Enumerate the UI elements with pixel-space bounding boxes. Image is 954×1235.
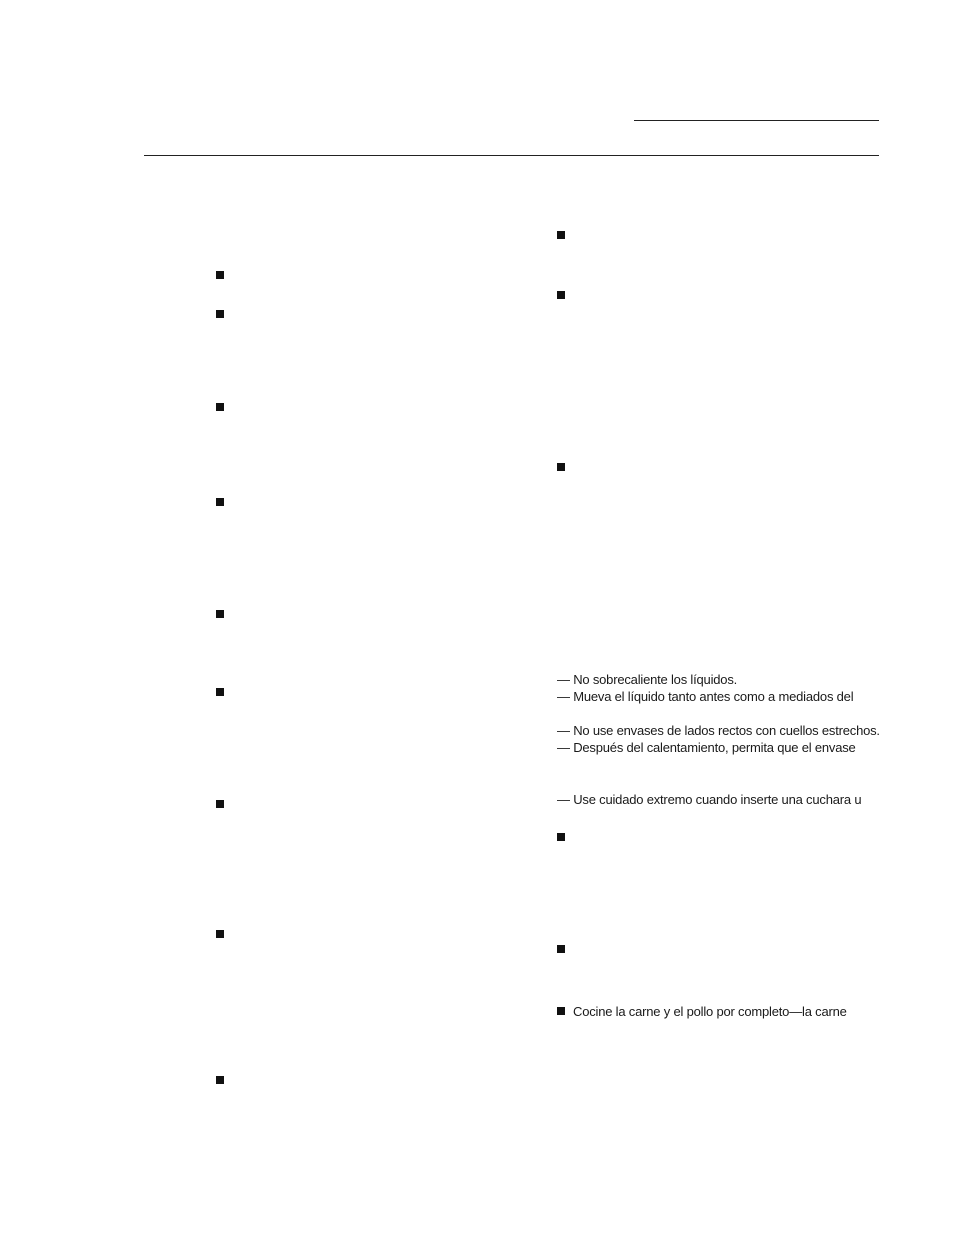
dash-line-straight-containers: — No use envases de lados rectos con cuellos estrechos. — [557, 723, 880, 738]
dash-line-extreme-care: — Use cuidado extremo cuando inserte una cuchara u — [557, 792, 862, 807]
dash-line-stir-liquid: — Mueva el líquido tanto antes como a mediados del — [557, 689, 854, 704]
left-bullet-6 — [216, 688, 224, 696]
bullet-square-icon — [557, 1007, 565, 1015]
left-bullet-5 — [216, 610, 224, 618]
right-bullet-1 — [557, 231, 565, 239]
right-bullet-4 — [557, 833, 565, 841]
dash-line-no-overheat: — No sobrecaliente los líquidos. — [557, 672, 738, 687]
left-bullet-8 — [216, 930, 224, 938]
right-bullet-2 — [557, 291, 565, 299]
bullet-line-cook-meat — [557, 1004, 847, 1020]
header-full-rule — [144, 155, 879, 156]
right-bullet-3 — [557, 463, 565, 471]
left-bullet-3 — [216, 403, 224, 411]
bullet-line-cook-meat-text: Cocine la carne y el pollo por completo—la carne — [573, 1004, 847, 1019]
left-bullet-2 — [216, 310, 224, 318]
dash-line-after-heating: — Después del calentamiento, permita que el envase — [557, 740, 856, 755]
header-short-rule — [634, 120, 879, 121]
left-bullet-4 — [216, 498, 224, 506]
left-bullet-9 — [216, 1076, 224, 1084]
left-bullet-1 — [216, 271, 224, 279]
left-bullet-7 — [216, 800, 224, 808]
right-bullet-5 — [557, 945, 565, 953]
